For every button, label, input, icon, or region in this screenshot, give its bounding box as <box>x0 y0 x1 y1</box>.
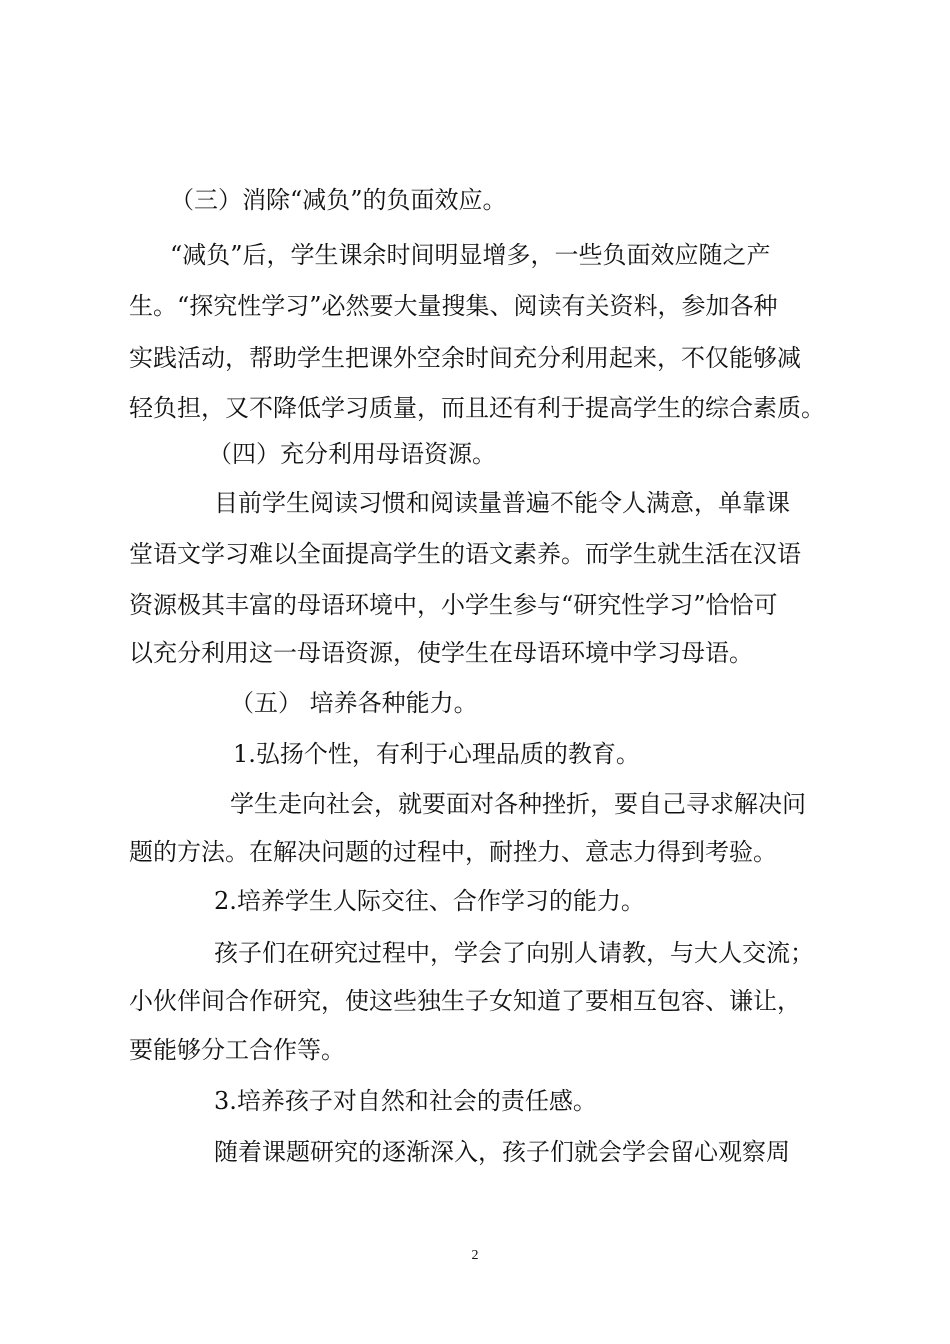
paragraph-line: 堂语文学习难以全面提高学生的语文素养。而学生就生活在汉语 <box>129 540 801 568</box>
section-heading-5: （五） 培养各种能力。 <box>230 689 478 717</box>
paragraph-line: 生。“探究性学习”必然要大量搜集、阅读有关资料，参加各种 <box>129 292 778 320</box>
paragraph-line: “减负”后，学生课余时间明显增多，一些负面效应随之产 <box>170 241 771 269</box>
subheading-2: 2.培养学生人际交往、合作学习的能力。 <box>214 887 645 915</box>
paragraph-line: 轻负担，又不降低学习质量，而且还有利于提高学生的综合素质。 <box>129 394 825 422</box>
paragraph-line: 资源极其丰富的母语环境中，小学生参与“研究性学习”恰恰可 <box>129 591 778 619</box>
section-heading-3: （三）消除“减负”的负面效应。 <box>170 186 507 214</box>
paragraph-line: 学生走向社会，就要面对各种挫折，要自己寻求解决问 <box>230 790 806 818</box>
paragraph-line: 小伙伴间合作研究，使这些独生子女知道了要相互包容、谦让， <box>129 987 801 1015</box>
paragraph-line: 要能够分工合作等。 <box>129 1036 345 1064</box>
paragraph-line: 实践活动，帮助学生把课外空余时间充分利用起来，不仅能够减 <box>129 344 801 372</box>
paragraph-line: 孩子们在研究过程中，学会了向别人请教，与大人交流； <box>214 939 814 967</box>
paragraph-line: 目前学生阅读习惯和阅读量普遍不能令人满意，单靠课 <box>214 489 790 517</box>
paragraph-line: 以充分利用这一母语资源，使学生在母语环境中学习母语。 <box>129 639 753 667</box>
section-heading-4: （四）充分利用母语资源。 <box>208 440 496 468</box>
subheading-1: 1.弘扬个性，有利于心理品质的教育。 <box>233 740 640 768</box>
paragraph-line: 随着课题研究的逐渐深入，孩子们就会学会留心观察周 <box>214 1138 790 1166</box>
subheading-3: 3.培养孩子对自然和社会的责任感。 <box>214 1087 597 1115</box>
page-number: 2 <box>471 1248 479 1263</box>
paragraph-line: 题的方法。在解决问题的过程中，耐挫力、意志力得到考验。 <box>129 838 777 866</box>
